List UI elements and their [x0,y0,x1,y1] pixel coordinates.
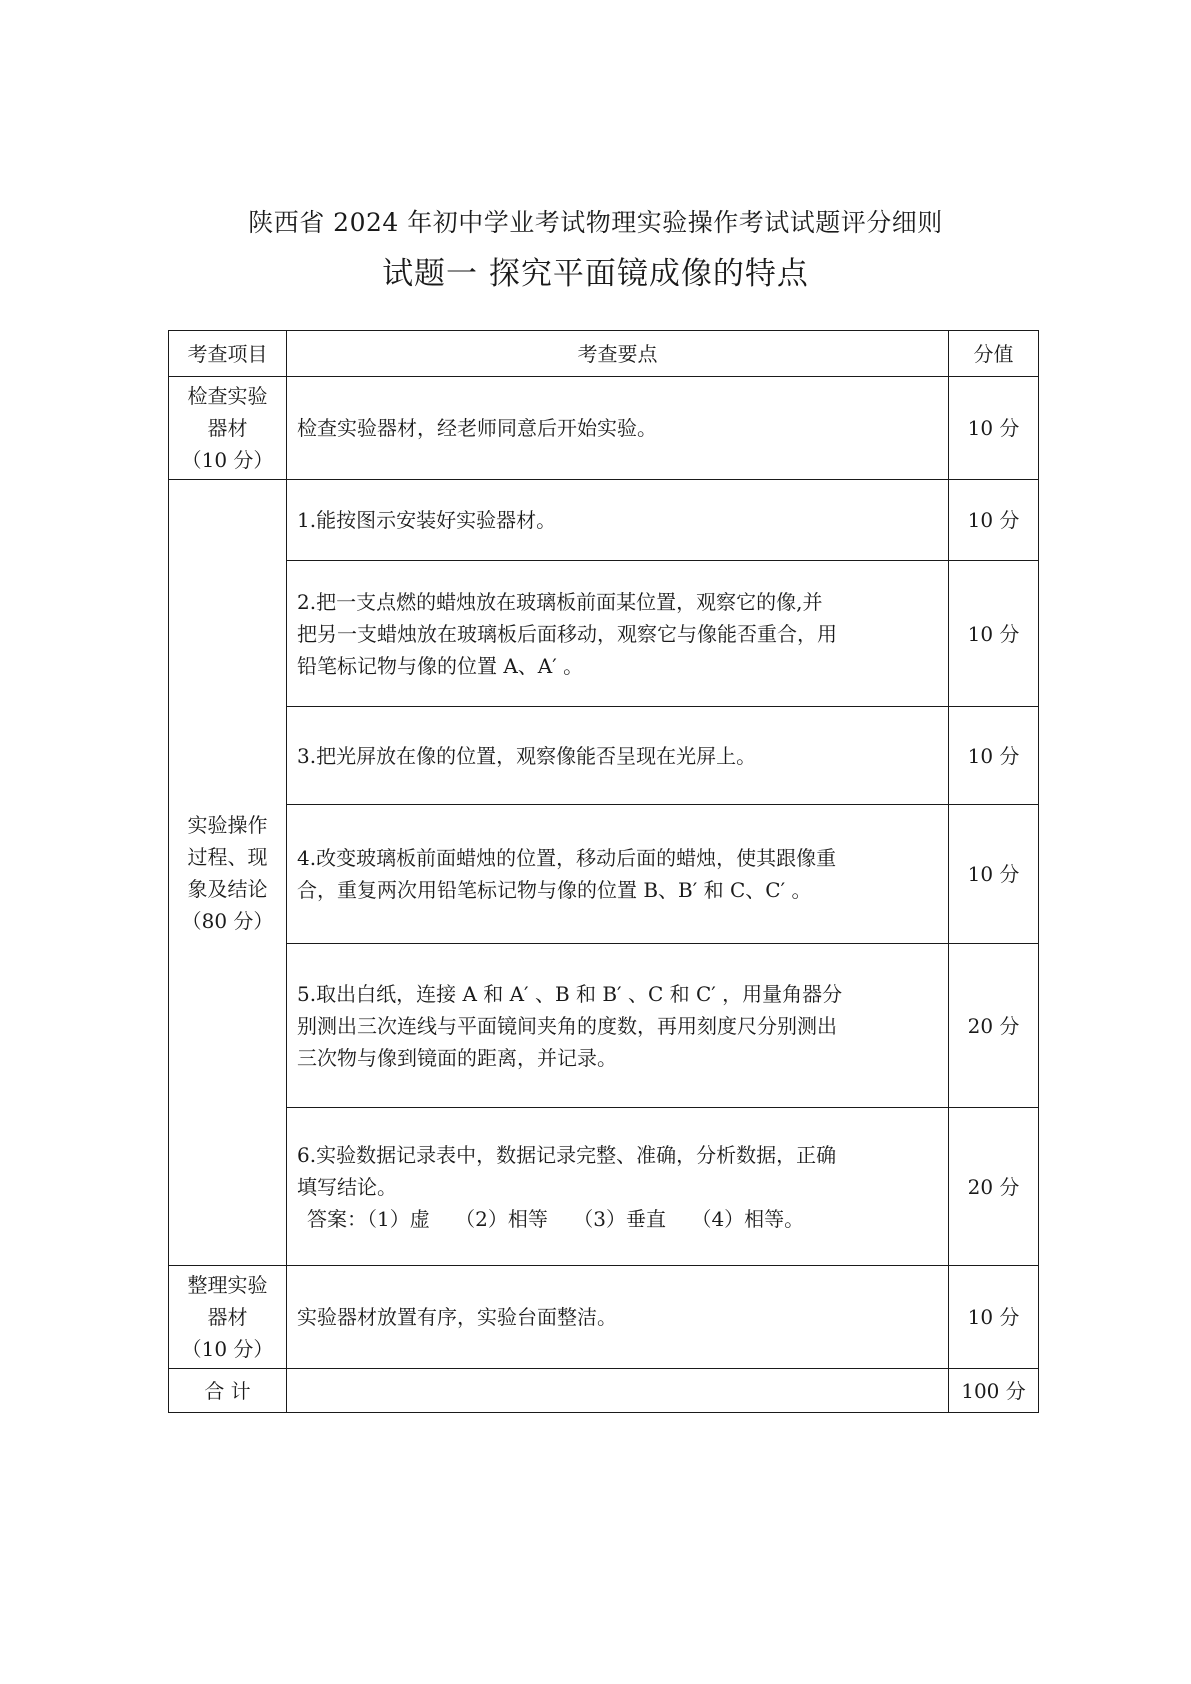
step-line: 三次物与像到镜面的距离，并记录。 [297,1045,617,1070]
process-item-line: （80 分） [181,908,274,933]
cleanup-score: 10 分 [949,1266,1039,1369]
document-title: 陕西省 2024 年初中学业考试物理实验操作考试试题评分细则 [248,208,943,237]
step-6-text [287,1108,949,1266]
step-row [169,561,1039,707]
cleanup-row [169,1266,1039,1369]
step-line: 别测出三次连线与平面镜间夹角的度数，再用刻度尺分别测出 [297,1013,837,1038]
check-score: 10 分 [949,377,1039,480]
scoring-table [168,330,1039,1413]
step-line: 铅笔标记物与像的位置 A、A′ 。 [297,653,584,678]
step-2-score: 10 分 [949,561,1039,707]
step-2-text [287,561,949,707]
step-row [169,707,1039,805]
step-row [169,944,1039,1108]
step-5-score: 20 分 [949,944,1039,1108]
step-3-text [287,707,949,805]
step-1-score: 10 分 [949,480,1039,561]
step-line: 填写结论。 [297,1174,397,1199]
step-1-text [287,480,949,561]
header-score: 分值 [949,331,1039,377]
cleanup-item-line: （10 分） [181,1337,274,1361]
check-item-cell [169,377,287,480]
cleanup-item-cell [169,1266,287,1369]
step-4-score: 10 分 [949,805,1039,944]
check-item-line: 检查实验 [187,384,268,408]
total-score: 100 分 [949,1369,1039,1413]
step-answer: 答案：（1）虚 （2）相等 （3）垂直 （4）相等。 [307,1206,805,1231]
total-row [169,1369,1039,1413]
step-line: 把另一支蜡烛放在玻璃板后面移动，观察它与像能否重合，用 [297,621,837,646]
header-item: 考查项目 [169,331,287,377]
step-row [169,480,1039,561]
step-line: 2.把一支点燃的蜡烛放在玻璃板前面某位置，观察它的像,并 [297,589,823,614]
step-line: 1.能按图示安装好实验器材。 [297,508,557,532]
step-5-text [287,944,949,1108]
header-row [169,331,1039,377]
step-row [169,805,1039,944]
check-item-line: 器材 [207,416,248,440]
cleanup-item-line: 整理实验 [187,1273,268,1297]
process-item-line: 实验操作 [187,812,268,837]
check-point: 检查实验器材，经老师同意后开始实验。 [287,377,949,480]
check-row [169,377,1039,480]
step-6-score: 20 分 [949,1108,1039,1266]
cleanup-point: 实验器材放置有序，实验台面整洁。 [287,1266,949,1369]
step-line: 合，重复两次用铅笔标记物与像的位置 B、B′ 和 C、C′ 。 [297,878,812,902]
header-point: 考查要点 [287,331,949,377]
check-item-line: （10 分） [181,448,274,472]
step-4-text [287,805,949,944]
total-point [287,1369,949,1413]
document-subtitle: 试题一 探究平面镜成像的特点 [382,256,809,292]
step-3-score: 10 分 [949,707,1039,805]
cleanup-item-line: 器材 [207,1305,248,1329]
process-item-cell [169,480,287,1266]
step-line: 5.取出白纸，连接 A 和 A′ 、B 和 B′ 、C 和 C′ ，用量角器分 [297,981,843,1006]
process-item-line: 过程、现 [187,844,268,869]
process-item-line: 象及结论 [187,876,268,901]
step-line: 3.把光屏放在像的位置，观察像能否呈现在光屏上。 [297,743,757,768]
step-line: 4.改变玻璃板前面蜡烛的位置，移动后面的蜡烛，使其跟像重 [297,846,837,870]
step-row [169,1108,1039,1266]
step-line: 6.实验数据记录表中，数据记录完整、准确，分析数据，正确 [297,1142,837,1167]
total-label: 合 计 [169,1369,287,1413]
